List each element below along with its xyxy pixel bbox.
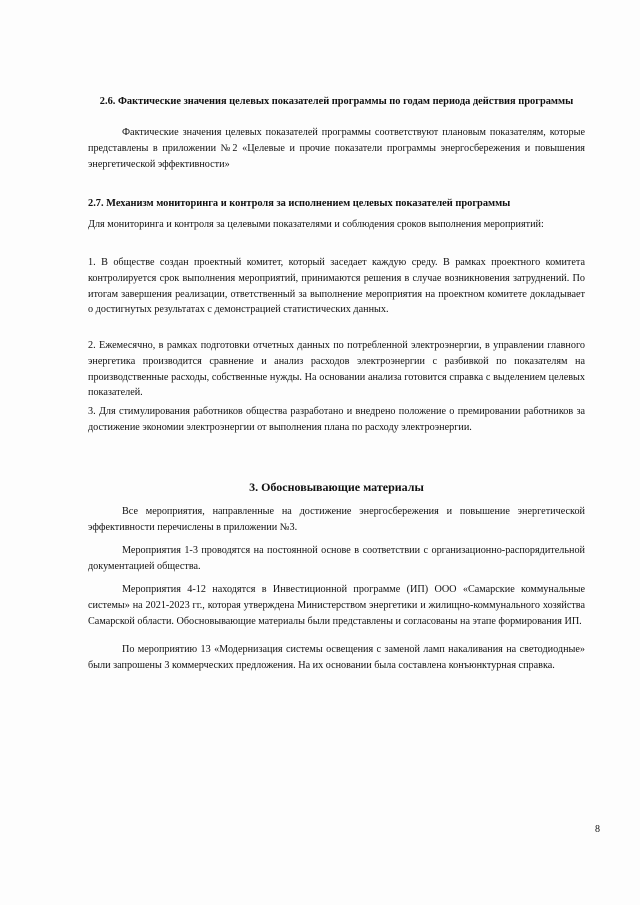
section-3-title: 3. Обосновывающие материалы bbox=[249, 480, 424, 494]
section-3-paragraph-4: По мероприятию 13 «Модернизация системы освещения с заменой ламп накаливания на светодиодные» были запрошены 3 коммерческих предложения. На их основании была составлена конъюнктурная справка. bbox=[88, 644, 585, 671]
monitoring-item-3: 3. Для стимулирования работников общества разработано и внедрено положение о премировании работников за достижение экономии электроэнергии от выполнения плана по расходу электроэнергии. bbox=[88, 406, 585, 433]
section-2-7-intro: Для мониторинга и контроля за целевыми показателями и соблюдения сроков выполнения мероприятий: bbox=[88, 219, 544, 230]
section-3-paragraph-1: Все мероприятия, направленные на достижение энергосбережения и повышение энергетической эффективности перечислены в приложении №3. bbox=[88, 506, 585, 533]
section-2-6-paragraph: Фактические значения целевых показателей программы соответствуют плановым показателям, которые представлены в приложении №2 «Целевые и прочие показатели программы энергосбережения и повышения энергетической эффективности» bbox=[88, 127, 585, 170]
monitoring-item-2: 2. Ежемесячно, в рамках подготовки отчетных данных по потребленной электроэнергии, в управлении главного энергетика производится сравнение и анализ расходов электроэнергии с разбивкой по показателям на производственные расходы, собственные нужды. На основании анализа готовится справка с выделением целевых показателей. bbox=[88, 340, 585, 399]
section-3-paragraph-3: Мероприятия 4-12 находятся в Инвестиционной программе (ИП) ООО «Самарские коммунальные системы» на 2021-2023 гг., которая утверждена Министерством энергетики и жилищно-коммунального хозяйства Самарской области. Обосновывающие материалы были представлены и согласованы на этапе формирования ИП. bbox=[88, 584, 585, 627]
section-2-6-title: 2.6. Фактические значения целевых показателей программы по годам периода действия программы bbox=[99, 96, 574, 107]
section-2-7-title: 2.7. Механизм мониторинга и контроля за исполнением целевых показателей программы bbox=[88, 198, 511, 209]
section-3-paragraph-2: Мероприятия 1-3 проводятся на постоянной основе в соответствии с организационно-распорядительной документацией общества. bbox=[88, 545, 585, 572]
page-number: 8 bbox=[595, 824, 600, 835]
monitoring-item-1: 1. В обществе создан проектный комитет, который заседает каждую среду. В рамках проектного комитета контролируется срок выполнения мероприятий, принимаются решения в случае возникновения затруднений. По итогам завершения реализации, ответственный за выполнение мероприятия на проектном комитете докладывает о достигнутых результатах с демонстрацией статистических данных. bbox=[88, 257, 585, 316]
